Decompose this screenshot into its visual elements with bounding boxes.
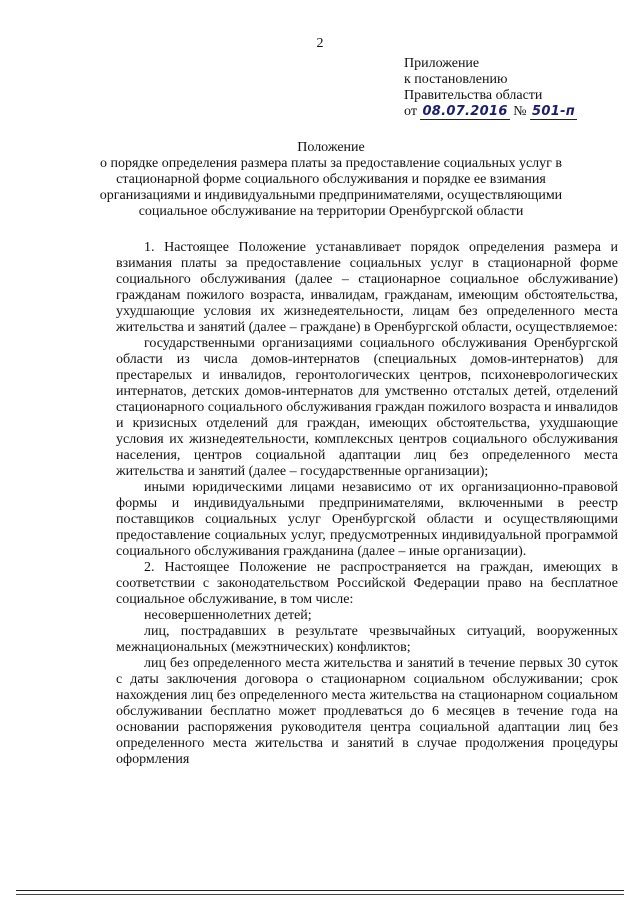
bottom-border-line-2 — [16, 894, 624, 895]
paragraph-state-organizations: государственными организациями социального обслуживания Оренбургской области из числа домов-интернатов (специальных домов-интернатов) для престарелых и инвалидов, геронтологических центров, психоневрологических интернатов, детских домов-интернатов для умственно отсталых детей, отделений стационарного социального обслуживания граждан пожилого возраста и инвалидов и кризисных отделений для граждан, имеющих обстоятельства, ухудшающие условия их жизнедеятельности, комплексных центров социального обслуживания населения, центров социальной адаптации лиц без определенного места жительства и занятий (далее – государственные организации); — [116, 336, 618, 479]
list-item-emergency-victims: лиц, пострадавших в результате чрезвычайных ситуаций, вооруженных межнациональных (межэтнических) конфликтов; — [116, 624, 618, 655]
annex-block — [404, 56, 634, 120]
annex-number-handwritten: 501-п — [532, 104, 576, 119]
paragraph-other-organizations: иными юридическими лицами независимо от их организационно-правовой формы и индивидуальными предпринимателями, включенными в реестр поставщиков социальных услуг Оренбургской области и осуществляющими предоставление социальных услуг, предусмотренных индивидуальной программой социального обслуживания гражданина (далее – иные организации). — [116, 480, 618, 559]
bottom-border-line — [16, 890, 624, 891]
annex-number-prefix: № — [513, 104, 527, 119]
title-line-2: стационарной форме социального обслуживания и порядке ее взимания — [116, 172, 546, 187]
title-line-3: организациями и индивидуальными предпринимателями, осуществляющими — [99, 188, 563, 203]
paragraph-2: 2. Настоящее Положение не распространяется на граждан, имеющих в соответствии с законодательством Российской Федерации право на бесплатное социальное обслуживание, в том числе: — [116, 560, 618, 607]
annex-date-prefix: от — [404, 104, 417, 119]
annex-date-handwritten: 08.07.2016 — [422, 104, 508, 119]
list-item-homeless: лиц без определенного места жительства и занятий в течение первых 30 суток с даты заключения договора о стационарном социальном обслуживании; срок нахождения лиц без определенного места жительства на стационарном социальном обслуживании бесплатно может продлеваться до 6 месяцев в течение года на основании распоряжения руководителя центра социальной адаптации лиц без определенного места жительства и занятий в случае продолжения процедуры оформления — [116, 656, 618, 767]
document-title — [40, 140, 622, 220]
page-number: 2 — [316, 36, 324, 51]
annex-title: Приложение — [404, 56, 480, 71]
document-body — [116, 240, 618, 768]
annex-date-row — [404, 104, 634, 120]
title-line-1: о порядке определения размера платы за предоставление социальных услуг в — [99, 156, 563, 171]
annex-decree-ref: к постановлению — [404, 72, 508, 87]
title-line-4: социальное обслуживание на территории Оренбургской области — [138, 204, 524, 219]
paragraph-1: 1. Настоящее Положение устанавливает порядок определения размера и взимания платы за предоставление социальных услуг в стационарной форме социального обслуживания (далее – стационарное социальное обслуживание) гражданам пожилого возраста, инвалидам, гражданам, имеющим обстоятельства, ухудшающие условия их жизнедеятельности, лицам без определенного места жительства и занятий (далее – граждане) в Оренбургской области, осуществляемое: — [116, 240, 618, 335]
annex-government: Правительства области — [404, 88, 543, 103]
title-heading: Положение — [297, 140, 365, 155]
list-item-minors: несовершеннолетних детей; — [144, 608, 312, 623]
